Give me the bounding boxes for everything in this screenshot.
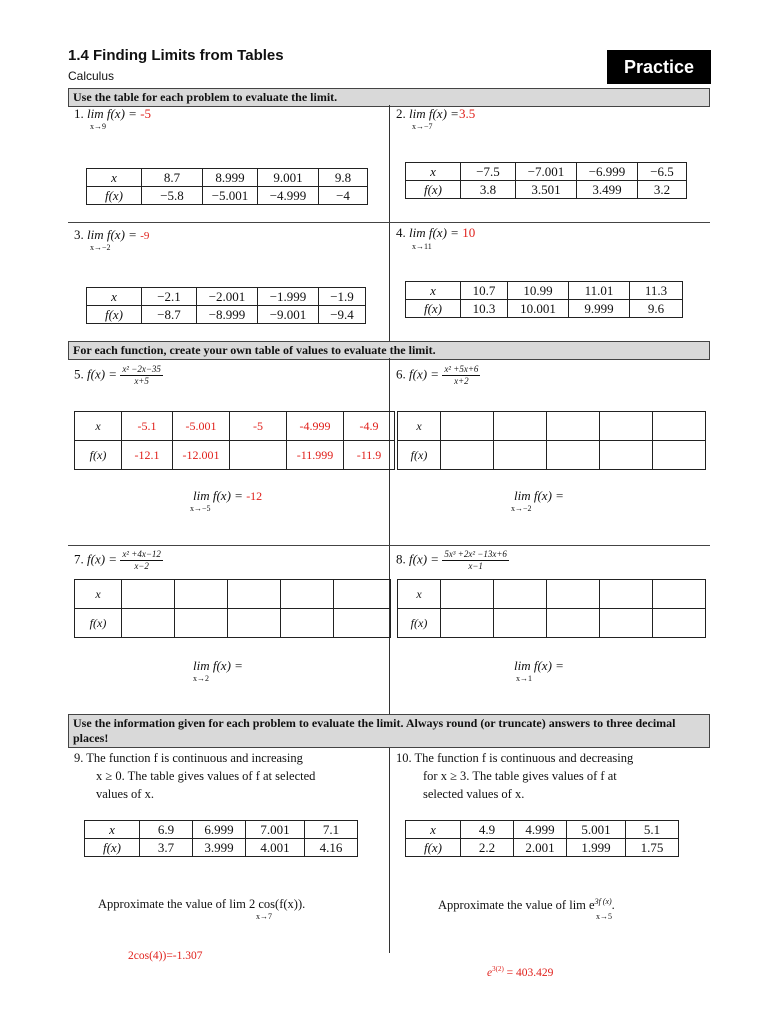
table-cell-empty[interactable]: [494, 580, 547, 609]
problem-5-limit: lim f(x) = -12: [193, 488, 263, 503]
problem-6-limit: lim f(x) =: [514, 488, 564, 503]
table-cell: -4.999: [287, 412, 344, 441]
practice-badge: Practice: [607, 50, 711, 84]
table-cell: 8.999: [203, 169, 258, 187]
table-cell-empty[interactable]: [281, 580, 334, 609]
table-cell: −2.1: [142, 288, 197, 306]
problem-4-answer: 10: [462, 225, 476, 240]
problem-8-table: x f(x): [397, 579, 706, 638]
table-cell: 1.75: [626, 839, 679, 857]
table-cell-empty[interactable]: [228, 580, 281, 609]
problem-8-limit: lim f(x) =: [514, 658, 564, 673]
table-cell-empty[interactable]: [441, 580, 494, 609]
section-banner-3: Use the information given for each problem to evaluate the limit. Always round (or truncate) answers to three decimal places!: [68, 714, 710, 748]
problem-5-table: x -5.1 -5.001 -5 -4.999 -4.9 f(x) -12.1 -12.001 -11.999 -11.9: [74, 411, 395, 470]
problem-2-table: x −7.5 −7.001 −6.999 −6.5 f(x) 3.8 3.501 3.499 3.2: [405, 162, 687, 199]
table-cell: 10.7: [461, 282, 508, 300]
table-cell: −6.999: [577, 163, 638, 181]
table-cell: 11.3: [630, 282, 683, 300]
table-cell: 10.99: [508, 282, 569, 300]
table-cell: −4: [319, 187, 368, 205]
table-cell-empty[interactable]: [600, 441, 653, 470]
table-cell-empty[interactable]: [175, 580, 228, 609]
table-cell: −1.9: [319, 288, 366, 306]
problem-6-statement: 6. f(x) = $\frac{\text{x² +5x+6}}{x+2}$: [396, 364, 479, 386]
table-cell-empty[interactable]: [547, 609, 600, 638]
table-cell-empty[interactable]: [653, 580, 706, 609]
problem-10-statement: 10. The function f is continuous and decreasing for x ≥ 3. The table gives values of f at selected values of x.: [396, 751, 634, 801]
section-banner-1: Use the table for each problem to evaluate the limit.: [68, 88, 710, 107]
problem-2-answer: 3.5: [458, 106, 476, 121]
problem-2-limit-sub: x→−7: [412, 122, 433, 131]
problem-4-limit-sub: x→11: [412, 242, 432, 251]
problem-1-table: x 8.7 8.999 9.001 9.8 f(x) −5.8 −5.001 −4.999 −4: [86, 168, 368, 205]
problem-5-statement: 5. f(x) = $\frac{\text{x² −2x−35}}{x+5}$: [74, 364, 161, 386]
table-cell-empty[interactable]: [334, 580, 391, 609]
problem-1-limit-sub: x→9: [90, 122, 106, 131]
problem-8-limit-sub: x→1: [516, 674, 532, 683]
table-cell: 6.9: [140, 821, 193, 839]
table-cell: −5.8: [142, 187, 203, 205]
problem-5-answer: -12: [246, 489, 263, 503]
problem-10-limit-sub: x→5: [596, 912, 612, 921]
problem-10-table: x 4.9 4.999 5.001 5.1 f(x) 2.2 2.001 1.999 1.75: [405, 820, 679, 857]
table-cell: 2.001: [514, 839, 567, 857]
table-cell: 4.999: [514, 821, 567, 839]
page-subtitle: Calculus: [68, 69, 115, 83]
table-cell: −8.999: [197, 306, 258, 324]
table-cell-empty[interactable]: [122, 580, 175, 609]
table-cell: -5: [230, 412, 287, 441]
table-cell-empty[interactable]: [228, 609, 281, 638]
problem-3-limit-sub: x→−2: [90, 243, 111, 252]
problem-4-statement: 4. lim f(x) = 10: [396, 225, 476, 240]
table-cell: -5.1: [122, 412, 173, 441]
table-cell: 8.7: [142, 169, 203, 187]
table-cell: −9.4: [319, 306, 366, 324]
table-cell-empty[interactable]: [334, 609, 391, 638]
problem-1-statement: 1. lim f(x) = -5: [74, 106, 152, 121]
table-cell: 10.3: [461, 300, 508, 318]
table-cell: 3.8: [461, 181, 516, 199]
problem-5-limit-sub: x→−5: [190, 504, 211, 513]
table-cell: −8.7: [142, 306, 197, 324]
table-cell: 7.1: [305, 821, 358, 839]
table-cell: −7.5: [461, 163, 516, 181]
problem-3-answer: -9: [140, 230, 150, 242]
column-divider: [389, 105, 390, 345]
problem-3-table: x −2.1 −2.001 −1.999 −1.9 f(x) −8.7 −8.999 −9.001 −9.4: [86, 287, 366, 324]
table-cell-empty[interactable]: [494, 609, 547, 638]
table-cell: -5.001: [173, 412, 230, 441]
table-cell: 4.16: [305, 839, 358, 857]
problem-1-answer: -5: [140, 106, 152, 121]
table-cell-empty[interactable]: [547, 580, 600, 609]
problem-7-table: x f(x): [74, 579, 391, 638]
table-cell: 9.999: [569, 300, 630, 318]
table-cell: -11.999: [287, 441, 344, 470]
table-cell: -4.9: [344, 412, 395, 441]
problem-9-answer: 2cos(4))=-1.307: [128, 950, 203, 962]
problem-9-prompt: Approximate the value of lim 2 cos(f(x)).: [98, 897, 306, 911]
table-cell: 11.01: [569, 282, 630, 300]
table-cell: −9.001: [258, 306, 319, 324]
table-cell: 3.501: [516, 181, 577, 199]
table-cell: 3.7: [140, 839, 193, 857]
problem-7-limit-sub: x→2: [193, 674, 209, 683]
table-cell: 5.1: [626, 821, 679, 839]
problem-2-statement: 2. lim f(x) =3.5: [396, 106, 476, 121]
table-cell: -12.1: [122, 441, 173, 470]
table-cell-empty[interactable]: [441, 609, 494, 638]
table-cell: −7.001: [516, 163, 577, 181]
table-cell: −5.001: [203, 187, 258, 205]
table-cell: 4.9: [461, 821, 514, 839]
table-cell: −6.5: [638, 163, 687, 181]
table-cell: 3.999: [193, 839, 246, 857]
table-cell: 5.001: [567, 821, 626, 839]
table-cell: 9.6: [630, 300, 683, 318]
table-cell-empty[interactable]: [600, 580, 653, 609]
problem-7-limit: lim f(x) =: [193, 658, 243, 673]
table-cell: −1.999: [258, 288, 319, 306]
problem-6-table: x f(x): [397, 411, 706, 470]
table-cell: 4.001: [246, 839, 305, 857]
table-cell: −4.999: [258, 187, 319, 205]
problem-8-statement: 8. f(x) = $\frac{\text{5x³ +2x² −13x+6}}{x-1}$: [396, 549, 507, 571]
table-cell: 10.001: [508, 300, 569, 318]
problem-3-statement: 3. lim f(x) = -9: [74, 227, 150, 242]
table-cell-empty[interactable]: [653, 412, 706, 441]
row-divider: [68, 222, 710, 223]
table-cell: 6.999: [193, 821, 246, 839]
table-cell-empty[interactable]: [547, 441, 600, 470]
table-cell-empty[interactable]: [441, 441, 494, 470]
column-divider: [389, 748, 390, 953]
problem-10-prompt: Approximate the value of $\lim e^{3f (x)}$.: [438, 897, 615, 913]
table-cell: 7.001: [246, 821, 305, 839]
table-cell-empty[interactable]: [547, 412, 600, 441]
table-cell-empty[interactable]: [122, 609, 175, 638]
table-cell-empty[interactable]: [600, 412, 653, 441]
table-cell: 9.001: [258, 169, 319, 187]
problem-6-limit-sub: x→−2: [511, 504, 532, 513]
problem-9-limit-sub: x→7: [256, 912, 272, 921]
table-cell-empty[interactable]: [441, 412, 494, 441]
table-cell-empty[interactable]: [494, 412, 547, 441]
table-cell: 3.499: [577, 181, 638, 199]
table-cell: -12.001: [173, 441, 230, 470]
problem-4-table: x 10.7 10.99 11.01 11.3 f(x) 10.3 10.001 9.999 9.6: [405, 281, 683, 318]
row-divider: [68, 545, 710, 546]
table-cell: 9.8: [319, 169, 368, 187]
table-cell-empty[interactable]: [653, 609, 706, 638]
table-cell: −2.001: [197, 288, 258, 306]
table-cell: 1.999: [567, 839, 626, 857]
problem-10-answer: $e^{3(2)} = 403.429$: [487, 965, 554, 979]
table-cell: -11.9: [344, 441, 395, 470]
table-cell: 2.2: [461, 839, 514, 857]
table-cell-empty[interactable]: [281, 609, 334, 638]
table-cell-empty[interactable]: [653, 441, 706, 470]
table-cell-empty[interactable]: [600, 609, 653, 638]
table-cell-empty[interactable]: [175, 609, 228, 638]
section-banner-2: For each function, create your own table of values to evaluate the limit.: [68, 341, 710, 360]
problem-7-statement: 7. f(x) = $\frac{\text{x² +4x−12}}{x-2}$: [74, 549, 161, 571]
page-title: 1.4 Finding Limits from Tables: [68, 47, 284, 64]
problem-9-table: x 6.9 6.999 7.001 7.1 f(x) 3.7 3.999 4.001 4.16: [84, 820, 358, 857]
problem-9-statement: 9. The function f is continuous and increasing x ≥ 0. The table gives values of f at selected values of x.: [74, 751, 316, 801]
table-cell-empty[interactable]: [494, 441, 547, 470]
table-cell: 3.2: [638, 181, 687, 199]
table-cell: [230, 441, 287, 470]
